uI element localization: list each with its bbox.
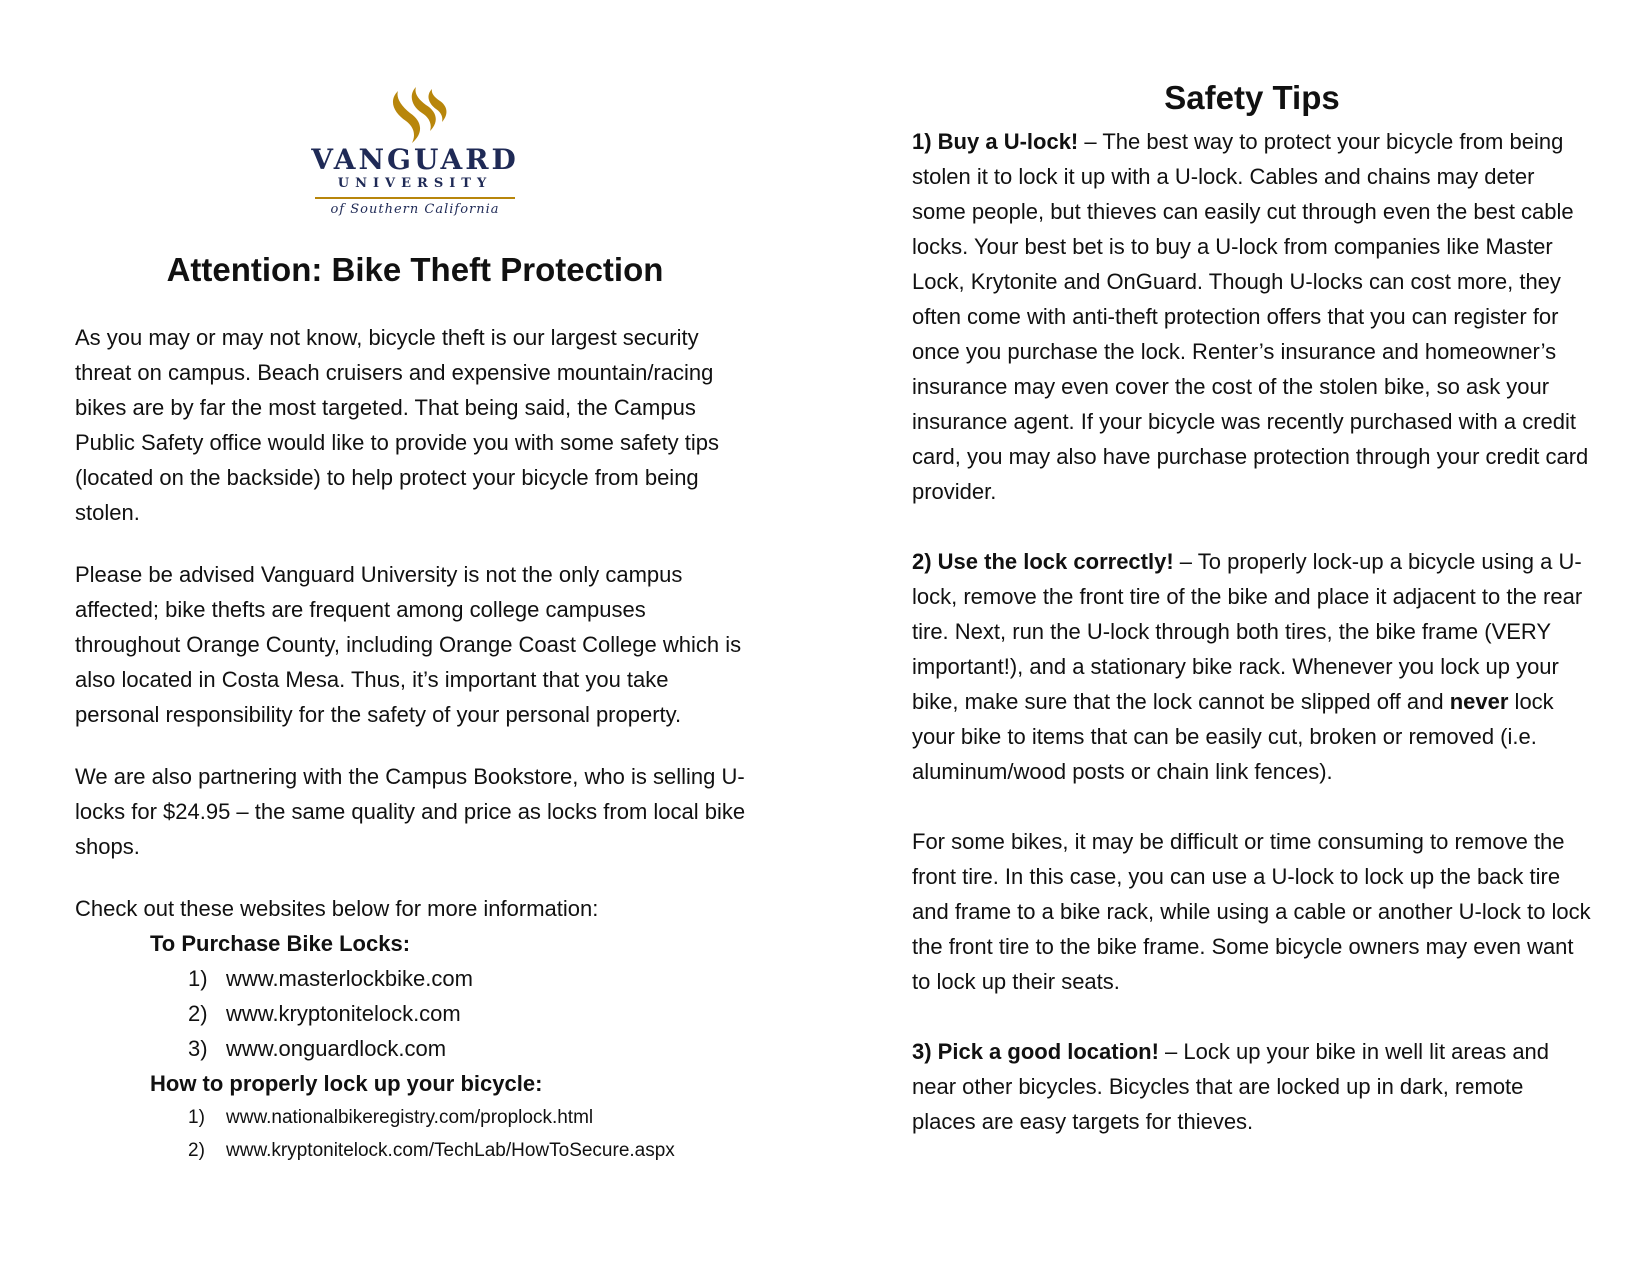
tip-2-emphasis: never	[1449, 689, 1509, 714]
tip-2-heading: 2) Use the lock correctly!	[912, 549, 1174, 574]
list-item	[188, 1134, 755, 1167]
resource-links	[75, 891, 755, 1167]
list-item	[188, 961, 755, 996]
list-item	[188, 1101, 755, 1134]
purchase-link-list	[75, 961, 755, 1066]
left-body	[75, 320, 755, 1167]
logo-subname: UNIVERSITY	[337, 176, 493, 191]
tip-3-text: – Lock up your bike in well lit areas and near other bicycles. Bicycles that are locked up in dark, remote places are easy targets for thieves.	[912, 1039, 1550, 1134]
logo-divider	[315, 197, 515, 199]
purchase-heading: To Purchase Bike Locks:	[150, 931, 411, 956]
purchase-link[interactable]: www.masterlockbike.com	[226, 966, 473, 991]
tip-1-paragraph	[912, 124, 1592, 509]
list-number: 3)	[188, 1036, 208, 1061]
howto-link[interactable]: www.nationalbikeregistry.com/proplock.html	[226, 1107, 594, 1128]
logo-tagline: of Southern California	[330, 202, 500, 217]
tip-2-text-a: – To properly lock-up a bicycle using a U-lock, remove the front tire of the bike and place it adjacent to the rear tire. Next, run the U-lock through both tires, the bike frame (VERY important!), and a stationary bike rack. Whenever you lock up your bike, make sure that the lock cannot be slipped off and	[912, 549, 1583, 714]
list-item	[188, 996, 755, 1031]
tip-3-heading: 3) Pick a good location!	[912, 1039, 1159, 1064]
right-column	[912, 76, 1592, 1139]
howto-link[interactable]: www.kryptonitelock.com/TechLab/HowToSecure.aspx	[226, 1140, 675, 1161]
tip-3-paragraph	[912, 1034, 1592, 1139]
intro-paragraph: As you may or may not know, bicycle theft is our largest security threat on campus. Beach cruisers and expensive mountain/racing bikes are by far the most targeted. That being said, the Campus Public Safety office would like to provide you with some safety tips (located on the backside) to help protect your bicycle from being stolen.	[75, 325, 720, 525]
bookstore-paragraph: We are also partnering with the Campus Bookstore, who is selling U-locks for $24.95 – the same quality and price as locks from local bike shops.	[75, 764, 746, 859]
tip-2-text-b: lock your bike to items that can be easily cut, broken or removed (i.e. aluminum/wood posts or chain link fences).	[912, 689, 1554, 784]
safety-tips-title: Safety Tips	[1164, 79, 1340, 116]
list-number: 2)	[188, 1001, 208, 1026]
logo-name: VANGUARD	[311, 143, 519, 176]
tip-2-paragraph	[912, 544, 1592, 789]
left-column	[75, 85, 755, 1167]
howto-link-list	[75, 1101, 755, 1167]
tips-body	[912, 124, 1592, 1139]
flame-icon	[380, 85, 450, 145]
advisory-paragraph: Please be advised Vanguard University is not the only campus affected; bike thefts are frequent among college campuses throughout Orange County, including Orange Coast College which is also located in Costa Mesa. Thus, it’s important that you take personal responsibility for the safety of your personal property.	[75, 562, 742, 727]
university-logo	[305, 85, 525, 218]
tip-1-text: – The best way to protect your bicycle from being stolen it to lock it up with a U-lock. Cables and chains may deter some people, but thieves can easily cut through even the best cable locks. Your best bet is to buy a U-lock from companies like Master Lock, Krytonite and OnGuard. Though U-locks can cost more, they often come with anti-theft protection offers that you can register for once you purchase the lock. Renter’s insurance and homeowner’s insurance may even cover the cost of the stolen bike, so ask your insurance agent. If your bicycle was recently purchased with a credit card, you may also have purchase protection through your credit card provider.	[912, 129, 1589, 504]
list-number: 1)	[188, 966, 208, 991]
tip-1-heading: 1) Buy a U-lock!	[912, 129, 1079, 154]
purchase-link[interactable]: www.kryptonitelock.com	[226, 1001, 461, 1026]
purchase-link[interactable]: www.onguardlock.com	[226, 1036, 447, 1061]
list-item	[188, 1031, 755, 1066]
links-intro: Check out these websites below for more information:	[75, 896, 599, 921]
tip-2-extra-paragraph: For some bikes, it may be difficult or time consuming to remove the front tire. In this case, you can use a U-lock to lock up the back tire and frame to a bike rack, while using a cable or another U-lock to lock the front tire to the bike frame. Some bicycle owners may even want to lock up their seats.	[912, 829, 1591, 994]
list-number: 2)	[188, 1140, 205, 1161]
howto-heading: How to properly lock up your bicycle:	[150, 1071, 543, 1096]
list-number: 1)	[188, 1107, 205, 1128]
page-title: Attention: Bike Theft Protection	[166, 251, 664, 288]
